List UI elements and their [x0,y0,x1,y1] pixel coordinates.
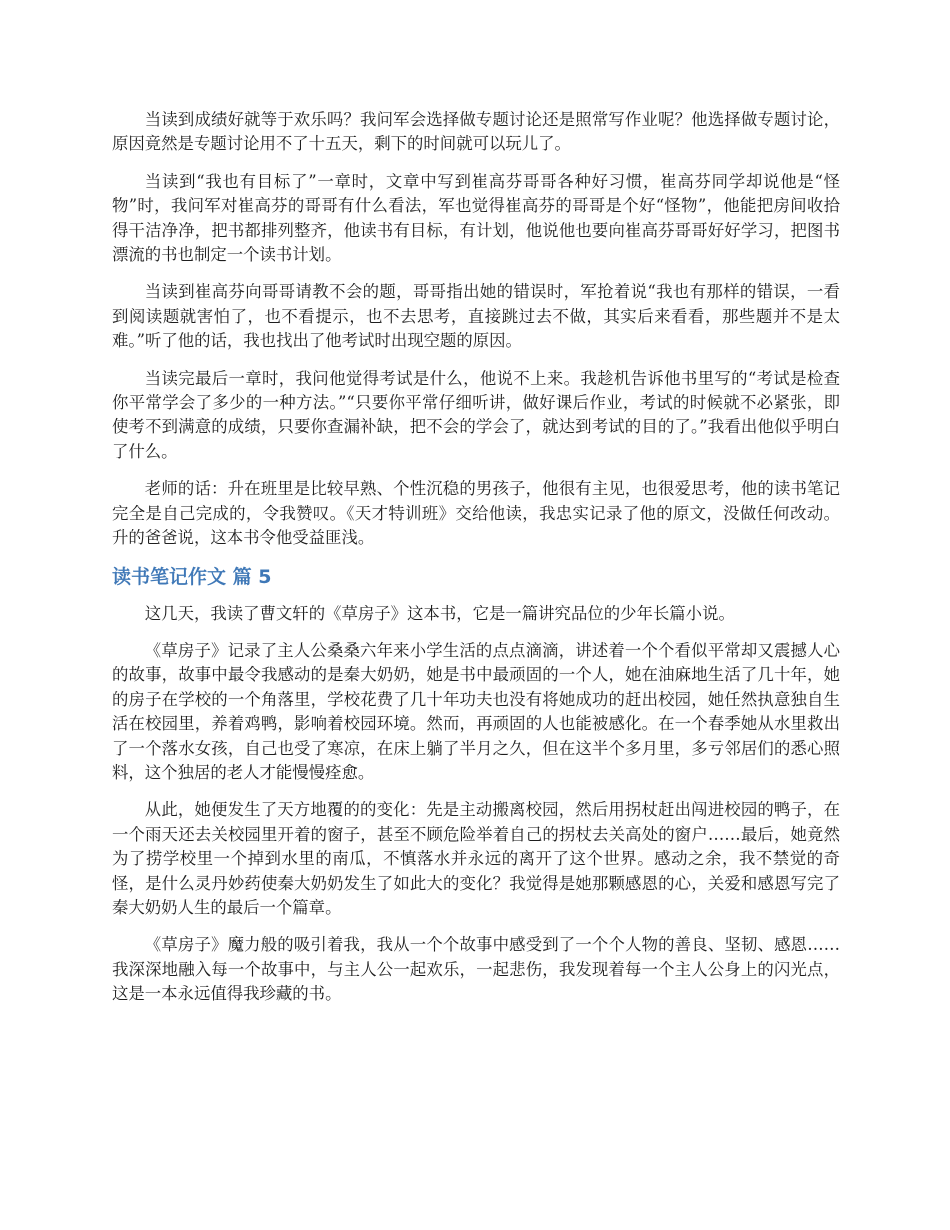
document-body [112,108,840,1020]
paragraph: 当读完最后一章时，我问他觉得考试是什么，他说不上来。我趁机告诉他书里写的“考试是检查你平常学会了多少的一种方法。”“只要你平常仔细听讲，做好课后作业，考试的时候就不必紧张，即使考不到满意的成绩，只要你查漏补缺，把不会的学会了，就达到考试的目的了。”我看出他似乎明白了什么。 [112,368,840,461]
paragraph: 《草房子》魔力般的吸引着我，我从一个个故事中感受到了一个个人物的善良、坚韧、感恩……我深深地融入每一个故事中，与主人公一起欢乐，一起悲伤，我发现着每一个主人公身上的闪光点，这是一本永远值得我珍藏的书。 [112,935,840,1004]
paragraph: 当读到“我也有目标了”一章时，文章中写到崔高芬哥哥各种好习惯，崔高芬同学却说他是“怪物”时，我问军对崔高芬的哥哥有什么看法，军也觉得崔高芬的哥哥是个好“怪物”，他能把房间收拾得干洁净净，把书都排列整齐，他读书有目标，有计划，他说他也要向崔高芬哥哥好好学习，把图书漂流的书也制定一个读书计划。 [112,171,840,265]
paragraph: 《草房子》记录了主人公桑桑六年来小学生活的点点滴滴，讲述着一个个看似平常却又震撼人心的故事，故事中最令我感动的是秦大奶奶，她是书中最顽固的一个人，她在油麻地生活了几十年，她的房子在学校的一个角落里，学校花费了几十年功夫也没有将她成功的赶出校园，她任然执意独自生活在校园里，养着鸡鸭，影响着校园环境。然而，再顽固的人也能被感化。在一个春季她从水里救出了一个落水女孩，自己也受了寒凉，在床上躺了半月之久，但在这半个多月里，多亏邻居们的悉心照料，这个独居的老人才能慢慢痊愈。 [112,640,840,782]
paragraph: 当读到成绩好就等于欢乐吗？我问军会选择做专题讨论还是照常写作业呢？他选择做专题讨论，原因竟然是专题讨论用不了十五天，剩下的时间就可以玩儿了。 [112,110,840,154]
paragraph: 当读到崔高芬向哥哥请教不会的题，哥哥指出她的错误时，军抢着说“我也有那样的错误，一看到阅读题就害怕了，也不看提示，也不去思考，直接跳过去不做，其实后来看看，那些题并不是太难。”听了他的话，我也找出了他考试时出现空题的原因。 [112,282,840,351]
teacher-comment-paragraph: 老师的话：升在班里是比较早熟、个性沉稳的男孩子，他很有主见，也很爱思考，他的读书笔记完全是自己完成的，令我赞叹。《天才特训班》交给他读，我忠实记录了他的原文，没做任何改动。升的爸爸说，这本书令他受益匪浅。 [112,479,840,548]
paragraph: 从此，她便发生了天方地覆的的变化：先是主动搬离校园，然后用拐杖赶出闯进校园的鸭子，在一个雨天还去关校园里开着的窗子，甚至不顾危险举着自己的拐杖去关高处的窗户……最后，她竟然为了捞学校里一个掉到水里的南瓜，不慎落水并永远的离开了这个世界。感动之余，我不禁觉的奇怪，是什么灵丹妙药使秦大奶奶发生了如此大的变化？我觉得是她那颗感恩的心，关爱和感恩写完了秦大奶奶人生的最后一个篇章。 [112,800,840,917]
section-heading: 读书笔记作文 篇 5 [112,565,272,588]
paragraph: 这几天，我读了曹文轩的《草房子》这本书，它是一篇讲究品位的少年长篇小说。 [144,603,735,623]
